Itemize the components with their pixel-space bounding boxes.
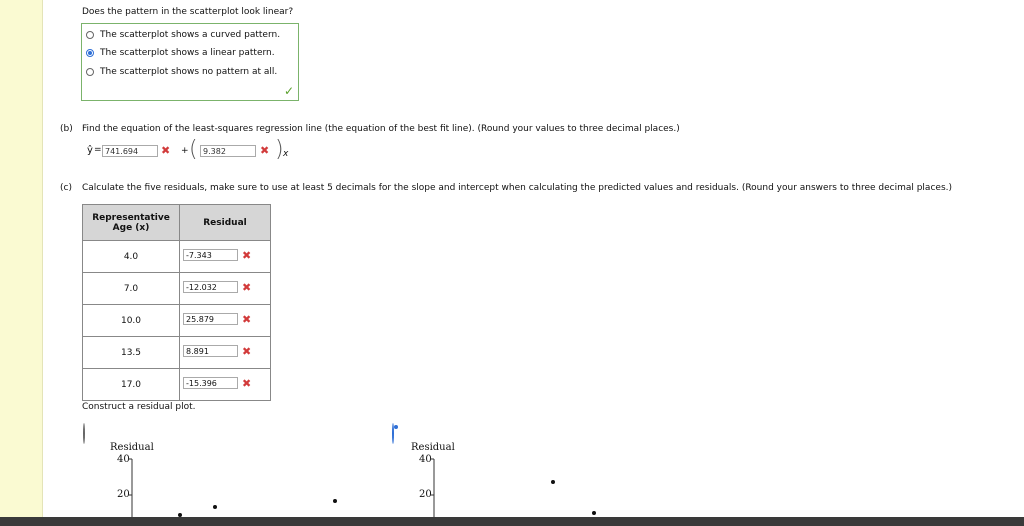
left-margin-band: [0, 0, 43, 526]
part-b-tag: (b): [60, 124, 73, 134]
part-c-tag: (c): [60, 183, 72, 193]
age-cell: 10.0: [83, 305, 180, 337]
option-no-pattern[interactable]: [86, 67, 277, 77]
col-header-age: [83, 205, 180, 241]
wrong-x-icon: ✖: [260, 144, 270, 157]
option-linear-label: The scatterplot shows a linear pattern.: [100, 48, 275, 58]
option-no-pattern-label: The scatterplot shows no pattern at all.: [100, 67, 278, 77]
residual-plot-2: [428, 455, 628, 517]
age-cell: 7.0: [83, 273, 180, 305]
wrong-x-icon: ✖: [242, 281, 252, 294]
residual-input[interactable]: 8.891: [183, 345, 238, 357]
plot-prompt: Construct a residual plot.: [82, 402, 196, 412]
residual-cell: [180, 305, 271, 337]
residual-cell: [180, 337, 271, 369]
answer-options-box: [81, 23, 299, 101]
residual-input[interactable]: -12.032: [183, 281, 238, 293]
plus-sign: +: [181, 146, 189, 156]
part-c-instruction: Calculate the five residuals, make sure to use at least 5 decimals for the slope and intercept when calculating the predicted values and residuals. (Round your answers to three decimal places.): [82, 183, 952, 193]
table-row: [83, 273, 271, 305]
plot-1-tick-40: 40: [117, 454, 130, 465]
residual-cell: [180, 273, 271, 305]
window-bottom-bar: [0, 517, 1024, 526]
col-header-age-line1: Representative: [92, 212, 170, 223]
wrong-x-icon: ✖: [242, 345, 252, 358]
plot-2-tick-40: 40: [419, 454, 432, 465]
table-row: [83, 369, 271, 401]
part-a-question: Does the pattern in the scatterplot look linear?: [82, 7, 294, 17]
radio-curved[interactable]: [86, 31, 94, 39]
plot-1-ylabel: Residual: [110, 442, 154, 453]
wrong-x-icon: ✖: [242, 377, 252, 390]
left-paren: (: [189, 137, 198, 162]
age-cell: 13.5: [83, 337, 180, 369]
residual-input[interactable]: -15.396: [183, 377, 238, 389]
slope-input[interactable]: 9.382: [200, 145, 256, 157]
residual-cell: [180, 241, 271, 273]
x-variable: x: [283, 149, 289, 159]
residual-input[interactable]: -7.343: [183, 249, 238, 261]
option-curved-label: The scatterplot shows a curved pattern.: [100, 30, 281, 40]
residual-table: [82, 204, 271, 401]
table-row: [83, 337, 271, 369]
plot-1-point: [213, 505, 217, 509]
intercept-input[interactable]: 741.694: [102, 145, 158, 157]
age-cell: 4.0: [83, 241, 180, 273]
plot-1-tick-20: 20: [117, 489, 130, 500]
plot-1-point: [333, 499, 337, 503]
plot-2-tick-20: 20: [419, 489, 432, 500]
plot-2-point: [592, 511, 596, 515]
table-row: [83, 305, 271, 337]
col-header-residual: Residual: [180, 205, 271, 241]
col-header-age-line2: Age (x): [112, 222, 150, 233]
radio-no-pattern[interactable]: [86, 68, 94, 76]
radio-plot-2[interactable]: [392, 423, 394, 444]
plot-2-point: [551, 480, 555, 484]
wrong-x-icon: ✖: [242, 313, 252, 326]
option-linear[interactable]: [86, 48, 275, 58]
part-b-instruction: Find the equation of the least-squares regression line (the equation of the best fit line). (Round your values to three decimal places.): [82, 124, 680, 134]
right-paren: ): [275, 137, 284, 162]
table-row: [83, 241, 271, 273]
residual-input[interactable]: 25.879: [183, 313, 238, 325]
yhat-symbol: ŷ: [87, 145, 93, 156]
checkmark-icon: ✓: [283, 84, 294, 98]
equals-sign: =: [94, 145, 102, 155]
radio-linear[interactable]: [86, 49, 94, 57]
wrong-x-icon: ✖: [242, 249, 252, 262]
plot-2-ylabel: Residual: [411, 442, 455, 453]
residual-cell: [180, 369, 271, 401]
option-curved[interactable]: [86, 30, 280, 40]
age-cell: 17.0: [83, 369, 180, 401]
radio-plot-1[interactable]: [83, 423, 85, 444]
wrong-x-icon: ✖: [161, 144, 171, 157]
residual-plot-1: [126, 455, 386, 517]
